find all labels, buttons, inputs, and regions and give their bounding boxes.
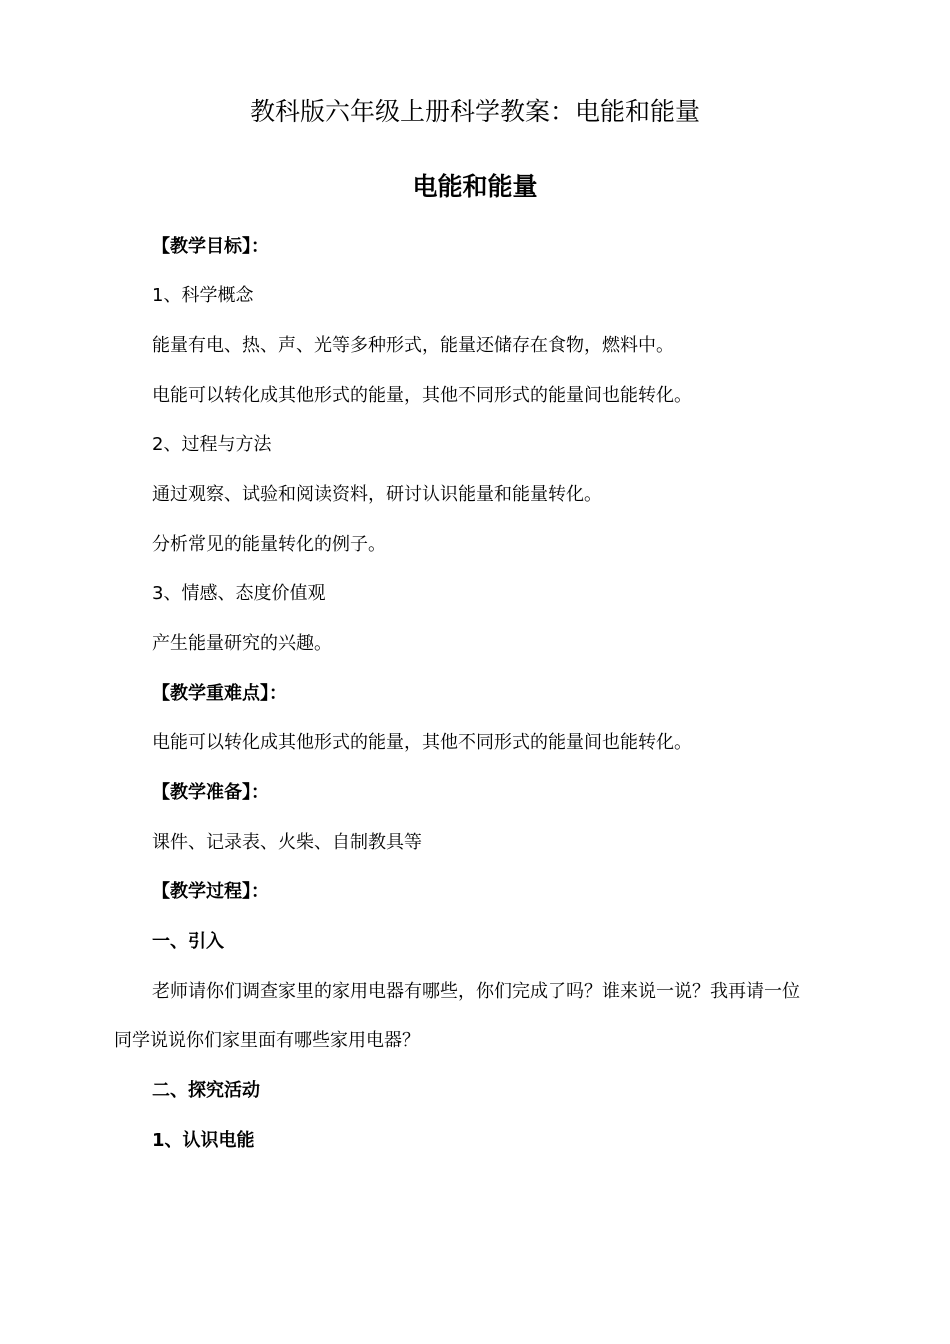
subsection-heading: 1、认识电能 <box>152 1130 255 1151</box>
paragraph-line: 分析常见的能量转化的例子。 <box>152 534 386 555</box>
document-subtitle: 电能和能量 <box>412 172 538 201</box>
paragraph-line: 电能可以转化成其他形式的能量，其他不同形式的能量间也能转化。 <box>152 385 692 406</box>
document-title: 教科版六年级上册科学教案：电能和能量 <box>249 97 700 126</box>
heading-preparation: 【教学准备】： <box>152 782 269 803</box>
paragraph-line: 电能可以转化成其他形式的能量，其他不同形式的能量间也能转化。 <box>152 732 692 753</box>
heading-key-points: 【教学重难点】： <box>152 683 287 704</box>
heading-teaching-objectives: 【教学目标】： <box>152 236 269 257</box>
paragraph-line: 通过观察、试验和阅读资料，研讨认识能量和能量转化。 <box>152 484 602 505</box>
paragraph-line: 老师请你们调查家里的家用电器有哪些，你们完成了吗？谁来说一说？我再请一位 <box>152 981 800 1002</box>
heading-teaching-process: 【教学过程】： <box>152 881 269 902</box>
paragraph-line: 课件、记录表、火柴、自制教具等 <box>152 832 422 853</box>
paragraph-line: 2、过程与方法 <box>152 434 272 455</box>
section-heading: 一、引入 <box>152 931 224 952</box>
paragraph-line: 3、情感、态度价值观 <box>152 583 326 604</box>
paragraph-line: 1、科学概念 <box>152 285 254 306</box>
paragraph-line: 能量有电、热、声、光等多种形式，能量还储存在食物，燃料中。 <box>152 335 674 356</box>
paragraph-line: 产生能量研究的兴趣。 <box>152 633 332 654</box>
section-heading: 二、探究活动 <box>152 1080 260 1101</box>
paragraph-line: 同学说说你们家里面有哪些家用电器？ <box>114 1030 420 1051</box>
